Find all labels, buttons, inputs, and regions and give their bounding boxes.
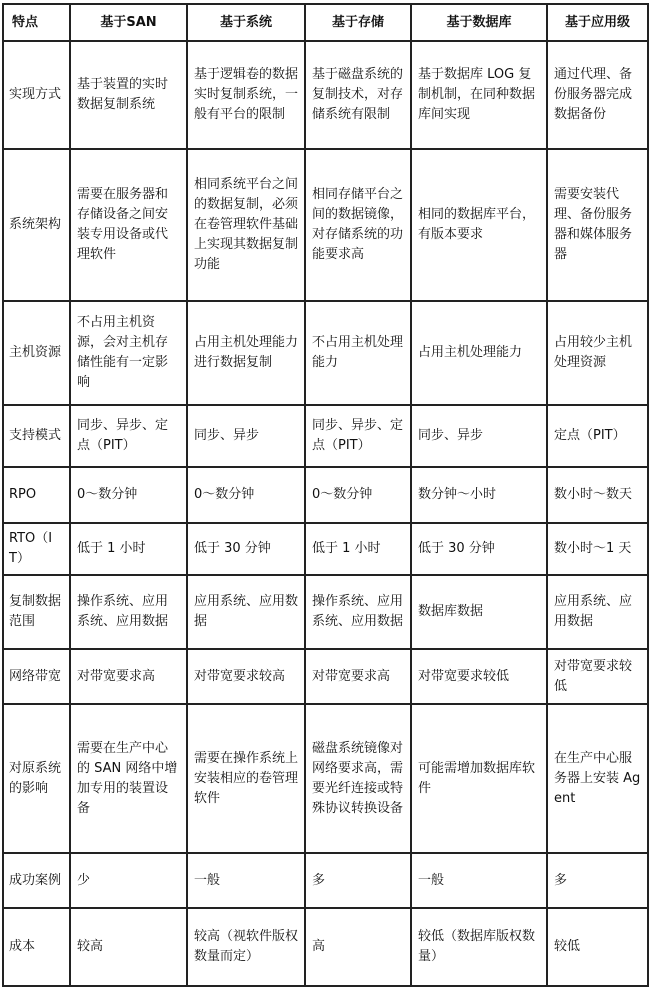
- table-cell: 占用主机处理能力进行数据复制: [187, 301, 305, 405]
- table-row: [3, 149, 648, 301]
- table-cell: 磁盘系统镜像对网络要求高，需要光纤连接或特殊协议转换设备: [305, 704, 411, 853]
- table-cell: 定点（PIT）: [547, 405, 648, 467]
- table-cell: 多: [305, 853, 411, 908]
- table-cell: 低于 30 分钟: [411, 523, 547, 575]
- feature-cell: 网络带宽: [3, 649, 70, 704]
- table-cell: 多: [547, 853, 648, 908]
- table-row: [3, 704, 648, 853]
- table-cell: 同步、异步、定点（PIT）: [70, 405, 187, 467]
- feature-cell: RTO（IT）: [3, 523, 70, 575]
- table-cell: 同步、异步: [411, 405, 547, 467]
- table-cell: 一般: [187, 853, 305, 908]
- table-row: [3, 405, 648, 467]
- feature-cell: 系统架构: [3, 149, 70, 301]
- table-cell: 需要安装代理、备份服务器和媒体服务器: [547, 149, 648, 301]
- table-cell: 同步、异步、定点（PIT）: [305, 405, 411, 467]
- table-cell: 对带宽要求高: [70, 649, 187, 704]
- table-cell: 不占用主机处理能力: [305, 301, 411, 405]
- table-cell: 可能需增加数据库软件: [411, 704, 547, 853]
- feature-cell: 成本: [3, 908, 70, 986]
- table-row: [3, 41, 648, 149]
- table-row: [3, 523, 648, 575]
- table-cell: 应用系统、应用数据: [547, 575, 648, 649]
- table-cell: 0～数分钟: [187, 467, 305, 523]
- feature-cell: 成功案例: [3, 853, 70, 908]
- table-cell: 需要在生产中心的 SAN 网络中增加专用的装置设备: [70, 704, 187, 853]
- table-cell: 较低（数据库版权数量）: [411, 908, 547, 986]
- table-cell: 数小时～1 天: [547, 523, 648, 575]
- table-cell: 数分钟～小时: [411, 467, 547, 523]
- table-row: [3, 301, 648, 405]
- table-cell: 对带宽要求较低: [547, 649, 648, 704]
- header-cell-san: 基于SAN: [70, 4, 187, 41]
- table-cell: 低于 30 分钟: [187, 523, 305, 575]
- table-cell: 相同存储平台之间的数据镜像，对存储系统的功能要求高: [305, 149, 411, 301]
- table-cell: 低于 1 小时: [305, 523, 411, 575]
- table-cell: 相同的数据库平台，有版本要求: [411, 149, 547, 301]
- header-cell-system: 基于系统: [187, 4, 305, 41]
- header-row: [3, 4, 648, 41]
- table-cell: 0～数分钟: [305, 467, 411, 523]
- feature-cell: 复制数据范围: [3, 575, 70, 649]
- table-cell: 占用主机处理能力: [411, 301, 547, 405]
- table-cell: 较低: [547, 908, 648, 986]
- table-row: [3, 853, 648, 908]
- table-row: [3, 649, 648, 704]
- table-row: [3, 908, 648, 986]
- header-cell-storage: 基于存储: [305, 4, 411, 41]
- table-row: [3, 575, 648, 649]
- comparison-table: [2, 3, 649, 987]
- table-cell: 基于数据库 LOG 复制机制，在同种数据库间实现: [411, 41, 547, 149]
- table-cell: 少: [70, 853, 187, 908]
- table-row: [3, 467, 648, 523]
- table-cell: 低于 1 小时: [70, 523, 187, 575]
- table-cell: 占用较少主机处理资源: [547, 301, 648, 405]
- table-cell: 需要在操作系统上安装相应的卷管理软件: [187, 704, 305, 853]
- feature-cell: 主机资源: [3, 301, 70, 405]
- feature-cell: RPO: [3, 467, 70, 523]
- table-cell: 不占用主机资源，会对主机存储性能有一定影响: [70, 301, 187, 405]
- feature-cell: 支持模式: [3, 405, 70, 467]
- feature-cell: 对原系统的影响: [3, 704, 70, 853]
- table-cell: 对带宽要求较高: [187, 649, 305, 704]
- feature-cell: 实现方式: [3, 41, 70, 149]
- table-cell: 操作系统、应用系统、应用数据: [70, 575, 187, 649]
- table-cell: 数据库数据: [411, 575, 547, 649]
- table-cell: 较高（视软件版权数量而定）: [187, 908, 305, 986]
- table-cell: 高: [305, 908, 411, 986]
- table-cell: 操作系统、应用系统、应用数据: [305, 575, 411, 649]
- table-cell: 数小时～数天: [547, 467, 648, 523]
- table-cell: 相同系统平台之间的数据复制，必须在卷管理软件基础上实现其数据复制功能: [187, 149, 305, 301]
- table-cell: 需要在服务器和存储设备之间安装专用设备或代理软件: [70, 149, 187, 301]
- header-cell-database: 基于数据库: [411, 4, 547, 41]
- table-cell: 同步、异步: [187, 405, 305, 467]
- table-cell: 对带宽要求高: [305, 649, 411, 704]
- table-cell: 0～数分钟: [70, 467, 187, 523]
- table-cell: 基于装置的实时数据复制系统: [70, 41, 187, 149]
- table-cell: 基于逻辑卷的数据实时复制系统，一般有平台的限制: [187, 41, 305, 149]
- table-cell: 对带宽要求较低: [411, 649, 547, 704]
- table-cell: 基于磁盘系统的复制技术，对存储系统有限制: [305, 41, 411, 149]
- header-cell-feature: 特点: [3, 4, 70, 41]
- table-cell: 通过代理、备份服务器完成数据备份: [547, 41, 648, 149]
- table-cell: 在生产中心服务器上安装 Agent: [547, 704, 648, 853]
- table-cell: 应用系统、应用数据: [187, 575, 305, 649]
- header-cell-application: 基于应用级: [547, 4, 648, 41]
- table-cell: 较高: [70, 908, 187, 986]
- table-cell: 一般: [411, 853, 547, 908]
